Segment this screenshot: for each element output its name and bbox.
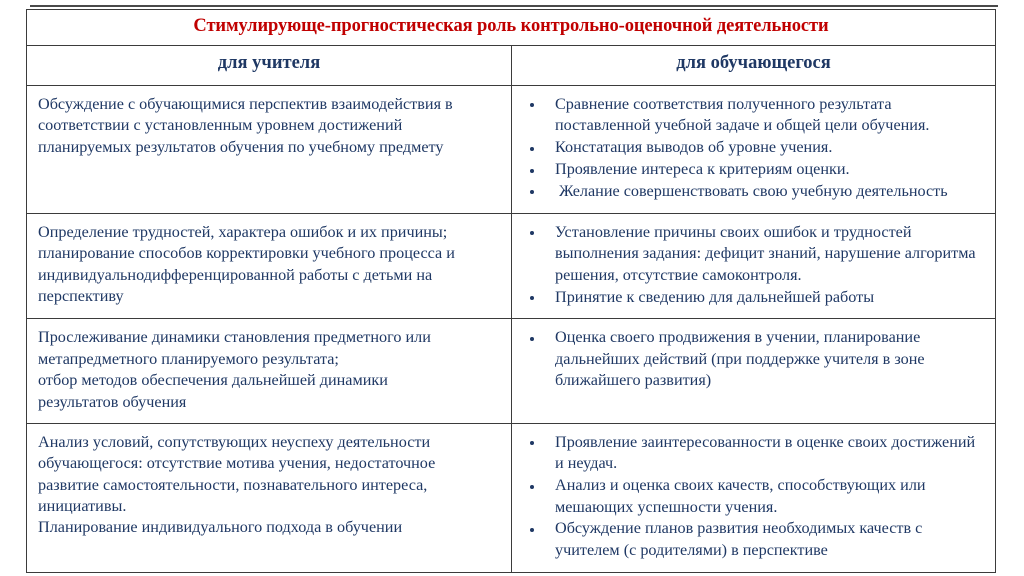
list-item-text: Констатация выводов об уровне учения. (555, 138, 833, 157)
teacher-paragraph (38, 94, 501, 158)
teacher-paragraph (38, 327, 501, 413)
list-item (520, 159, 985, 180)
table-header-row (27, 46, 996, 86)
comparison-table (26, 9, 996, 573)
bullet-icon (530, 296, 534, 300)
teacher-cell (27, 213, 512, 319)
paragraph-line: инициативы. (38, 497, 127, 515)
list-item (520, 327, 985, 391)
student-bullet-list (520, 94, 985, 202)
bullet-icon (530, 231, 534, 235)
list-item-text: Оценка своего продвижения в учении, планирование дальнейших действий (при поддержке учителя в зоне ближайшего развития) (555, 328, 929, 390)
list-item-text: Сравнение соответствия полученного результата поставленной учебной задаче и общей цели обучения. (555, 95, 930, 135)
teacher-paragraph (38, 432, 501, 539)
teacher-cell (27, 319, 512, 424)
bullet-icon (530, 528, 534, 532)
list-item-text: Обсуждение планов развития необходимых качеств с учителем (с родителями) в перспективе (555, 519, 927, 559)
list-item-text: Проявление заинтересованности в оценке своих достижений и неудач. (555, 432, 980, 473)
table-row (27, 213, 996, 319)
column-header-student: для обучающегося (512, 46, 996, 86)
top-divider-rule (30, 5, 998, 7)
paragraph-line: Определение трудностей, характера ошибок и их причины; (38, 222, 448, 241)
bullet-icon (530, 485, 534, 489)
list-item-text: Проявление интереса к критериям оценки. (555, 160, 850, 179)
bullet-icon (530, 337, 534, 341)
bullet-icon (530, 441, 534, 445)
list-item (520, 222, 985, 286)
list-item-text: Желание совершенствовать свою учебную деятельность (555, 182, 948, 200)
student-bullet-list (520, 327, 985, 391)
student-cell (512, 86, 996, 214)
paragraph-line: отбор методов обеспечения дальнейшей динамики (38, 371, 388, 390)
paragraph-line: обучающегося: отсутствие мотива учения, недостаточное (38, 454, 436, 473)
list-item (520, 137, 985, 158)
bullet-icon (530, 169, 534, 173)
table-title-row (27, 10, 996, 46)
list-item-text: Анализ и оценка своих качеств, способствующих или мешающих успешности учения. (555, 476, 930, 516)
column-header-teacher: для учителя (27, 46, 512, 86)
table-row (27, 319, 996, 424)
student-bullet-list (520, 432, 985, 561)
paragraph-line: Планирование индивидуального подхода в обучении (38, 518, 403, 537)
list-item (520, 475, 985, 518)
list-item (520, 432, 985, 475)
table-row (27, 86, 996, 214)
student-cell (512, 423, 996, 572)
student-bullet-list (520, 222, 985, 308)
teacher-cell (27, 423, 512, 572)
paragraph-line: Обсуждение с обучающимися перспектив взаимодействия в (38, 95, 453, 113)
list-item-text: Установление причины своих ошибок и трудностей выполнения задания: дефицит знаний, нарушение алгоритма решения, отсутствие самоконтроля. (555, 222, 980, 284)
list-item (520, 94, 985, 137)
student-cell (512, 319, 996, 424)
paragraph-line: результатов обучения (38, 392, 187, 411)
list-item (520, 287, 985, 308)
paragraph-line: Прослеживание динамики становления предметного или (38, 328, 431, 347)
list-item (520, 518, 985, 561)
teacher-cell (27, 86, 512, 214)
list-item-text: Принятие к сведению для дальнейшей работы (555, 287, 875, 306)
paragraph-line: индивидуальнодифференцированной работы с детьми на (38, 265, 433, 284)
bullet-icon (530, 190, 534, 194)
bullet-icon (530, 147, 534, 151)
paragraph-line: развитие самостоятельности, познавательного интереса, (38, 475, 428, 494)
student-cell (512, 213, 996, 319)
paragraph-line: перспективу (38, 287, 124, 305)
paragraph-line: соответствии с установленным уровнем достижений (38, 116, 403, 135)
paragraph-line: планируемых результатов обучения по учебному предмету (38, 137, 444, 156)
table-row (27, 423, 996, 572)
paragraph-line: Анализ условий, сопутствующих неуспеху деятельности (38, 432, 431, 451)
table-title: Стимулирующе-прогностическая роль контрольно-оценочной деятельности (27, 10, 996, 46)
paragraph-line: метапредметного планируемого результата; (38, 349, 339, 368)
paragraph-line: планирование способов корректировки учебного процесса и (38, 244, 455, 263)
bullet-icon (530, 103, 534, 107)
list-item (520, 181, 985, 202)
teacher-paragraph (38, 222, 501, 308)
